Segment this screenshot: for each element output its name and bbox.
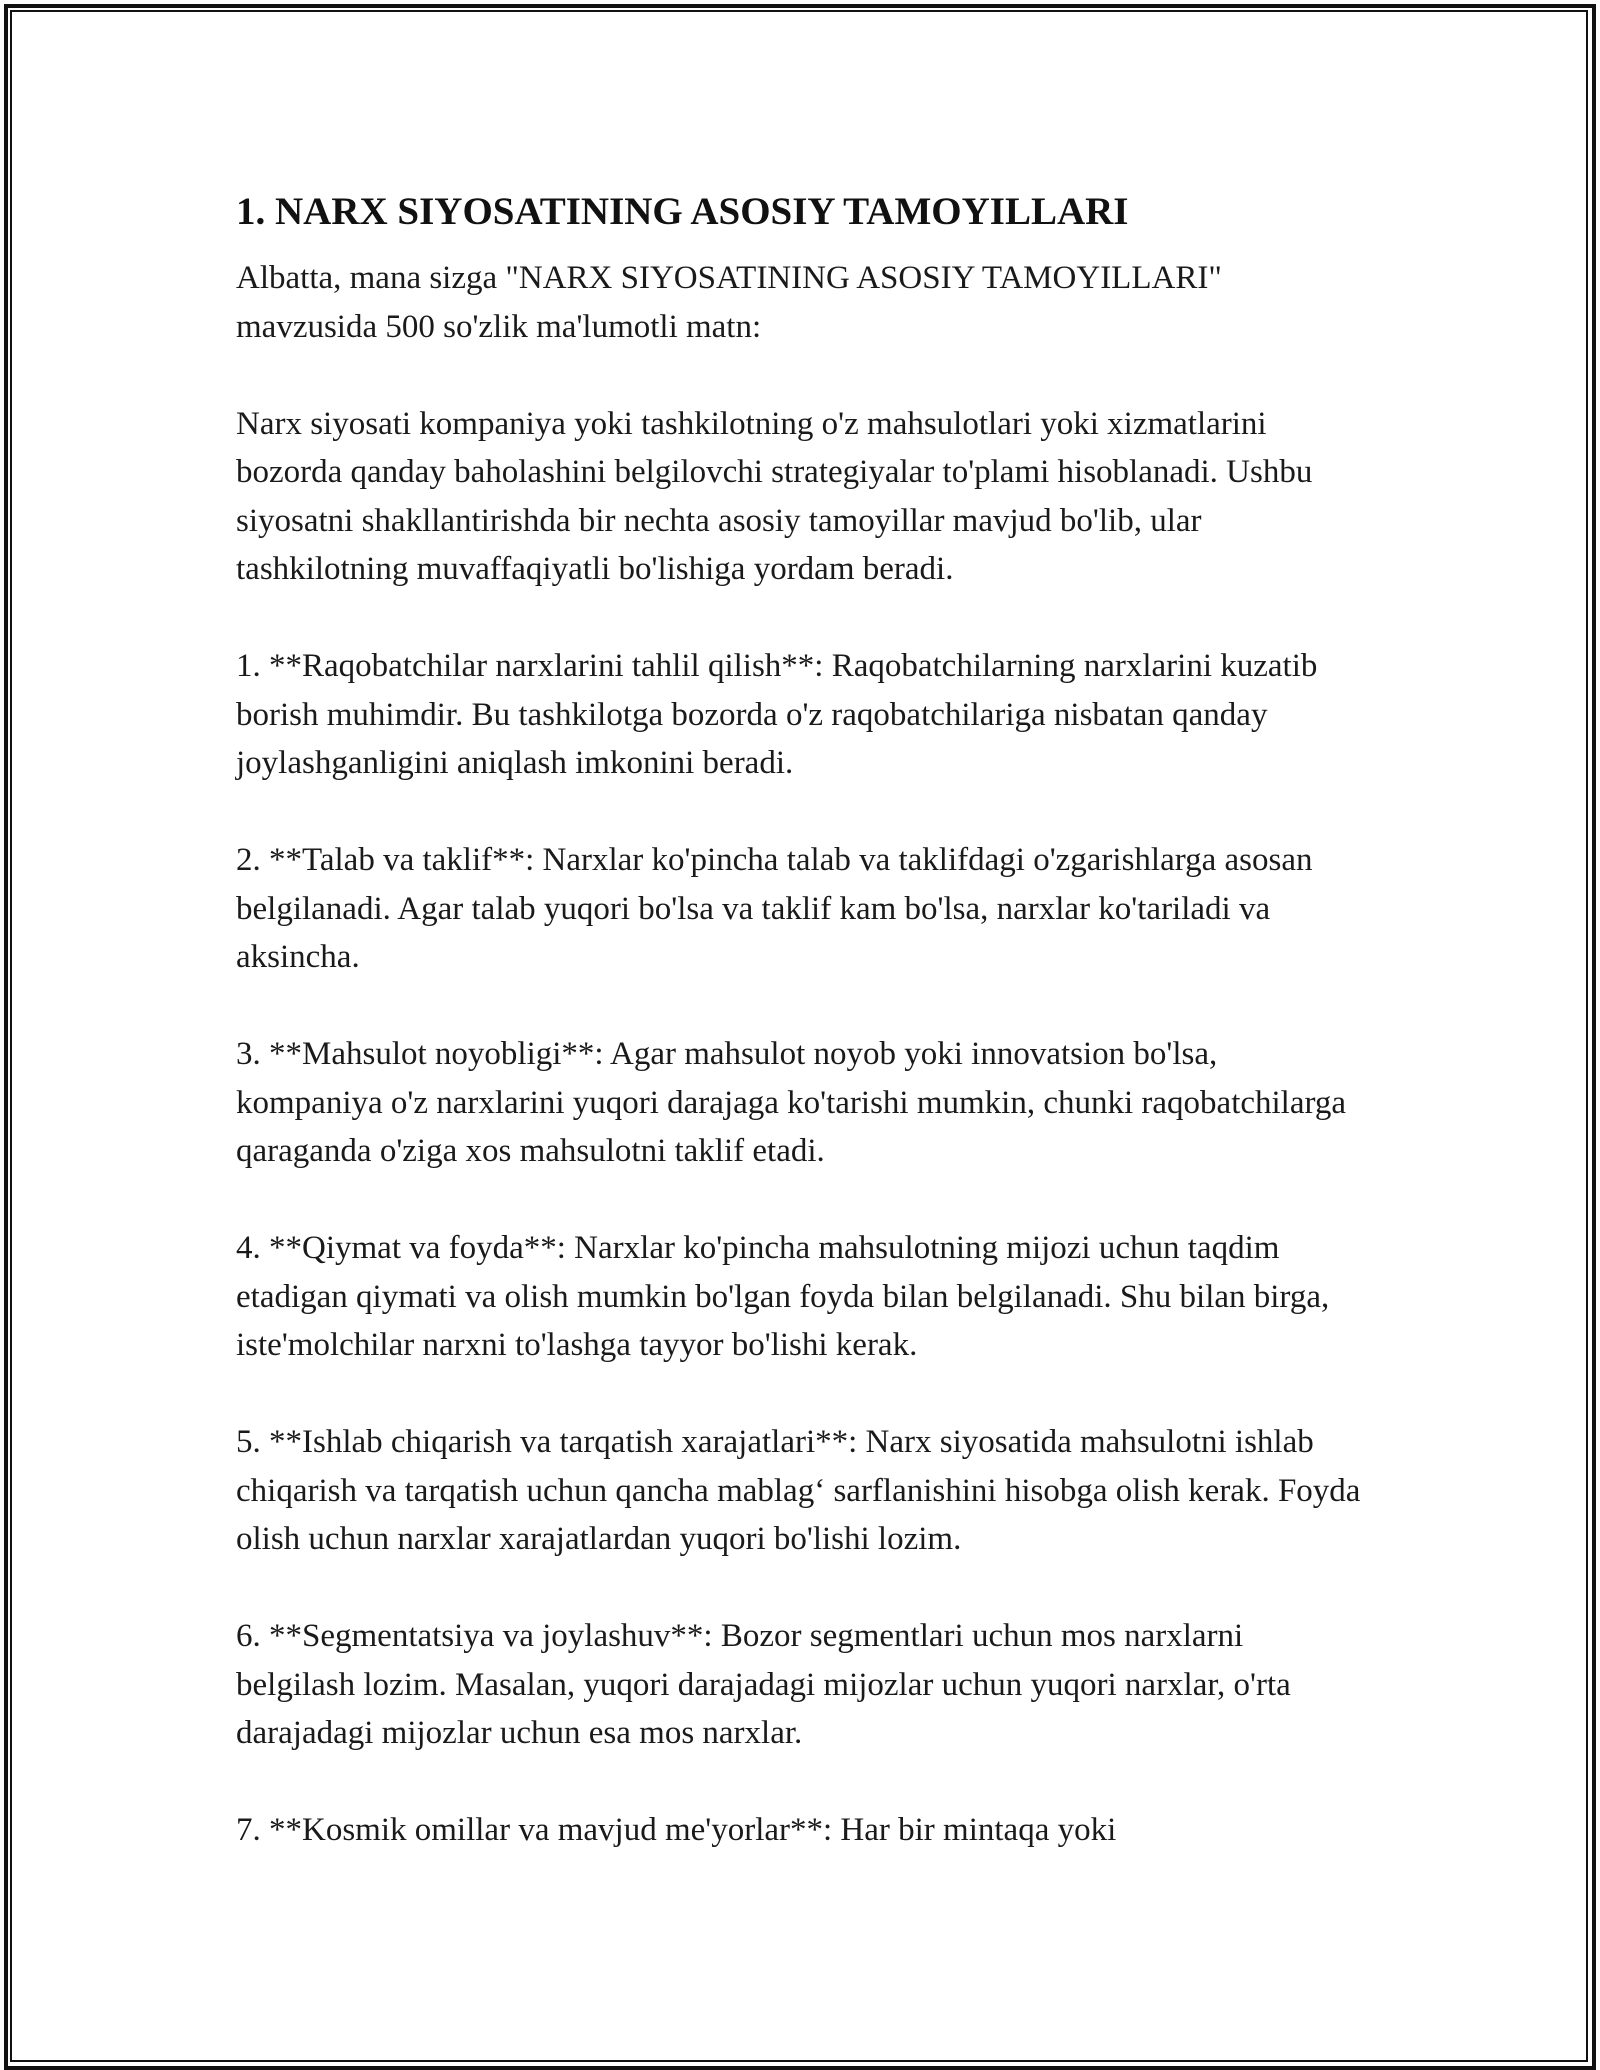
principle-item-3: 3. **Mahsulot noyobligi**: Agar mahsulot noyob yoki innovatsion bo'lsa, kompaniya o'z narxlarini yuqori darajaga ko'tarishi mumkin, chunki raqobatchilarga qaraganda o'ziga xos mahsulotni taklif etadi.: [236, 1036, 1347, 1169]
overview-paragraph: Narx siyosati kompaniya yoki tashkilotning o'z mahsulotlari yoki xizmatlarini bozorda qanday baholashini belgilovchi strategiyalar to'plami hisoblanadi. Ushbu siyosatni shakllantirishda bir nechta asosiy tamoyillar mavjud bo'lib, ular tashkilotning muvaffaqiyatli bo'lishiga yordam beradi.: [236, 405, 1313, 587]
document-page: [236, 186, 1366, 1855]
document-title: 1. NARX SIYOSATINING ASOSIY TAMOYILLARI: [236, 190, 1129, 233]
principle-item-2: 2. **Talab va taklif**: Narxlar ko'pincha talab va taklifdagi o'zgarishlarga asosan belgilanadi. Agar talab yuqori bo'lsa va taklif kam bo'lsa, narxlar ko'tariladi va aksincha.: [236, 842, 1313, 975]
principle-item-1: 1. **Raqobatchilar narxlarini tahlil qilish**: Raqobatchilarning narxlarini kuzatib borish muhimdir. Bu tashkilotga bozorda o'z raqobatchilariga nisbatan qanday joylashganligini aniqlash imkonini beradi.: [236, 648, 1318, 781]
intro-paragraph: Albatta, mana sizga "NARX SIYOSATINING ASOSIY TAMOYILLARI" mavzusida 500 so'zlik ma'lumotli matn:: [236, 260, 1222, 345]
principle-item-4: 4. **Qiymat va foyda**: Narxlar ko'pincha mahsulotning mijozi uchun taqdim etadigan qiymati va olish mumkin bo'lgan foyda bilan belgilanadi. Shu bilan birga, iste'molchilar narxni to'lashga tayyor bo'lishi kerak.: [236, 1230, 1330, 1363]
principle-item-7: 7. **Kosmik omillar va mavjud me'yorlar**: Har bir mintaqa yoki: [236, 1812, 1117, 1848]
principle-item-5: 5. **Ishlab chiqarish va tarqatish xarajatlari**: Narx siyosatida mahsulotni ishlab chiqarish va tarqatish uchun qancha mablag‘ sarflanishini hisobga olish kerak. Foyda olish uchun narxlar xarajatlardan yuqori bo'lishi lozim.: [236, 1424, 1361, 1557]
principle-item-6: 6. **Segmentatsiya va joylashuv**: Bozor segmentlari uchun mos narxlarni belgilash lozim. Masalan, yuqori darajadagi mijozlar uchun yuqori narxlar, o'rta darajadagi mijozlar uchun esa mos narxlar.: [236, 1618, 1291, 1751]
